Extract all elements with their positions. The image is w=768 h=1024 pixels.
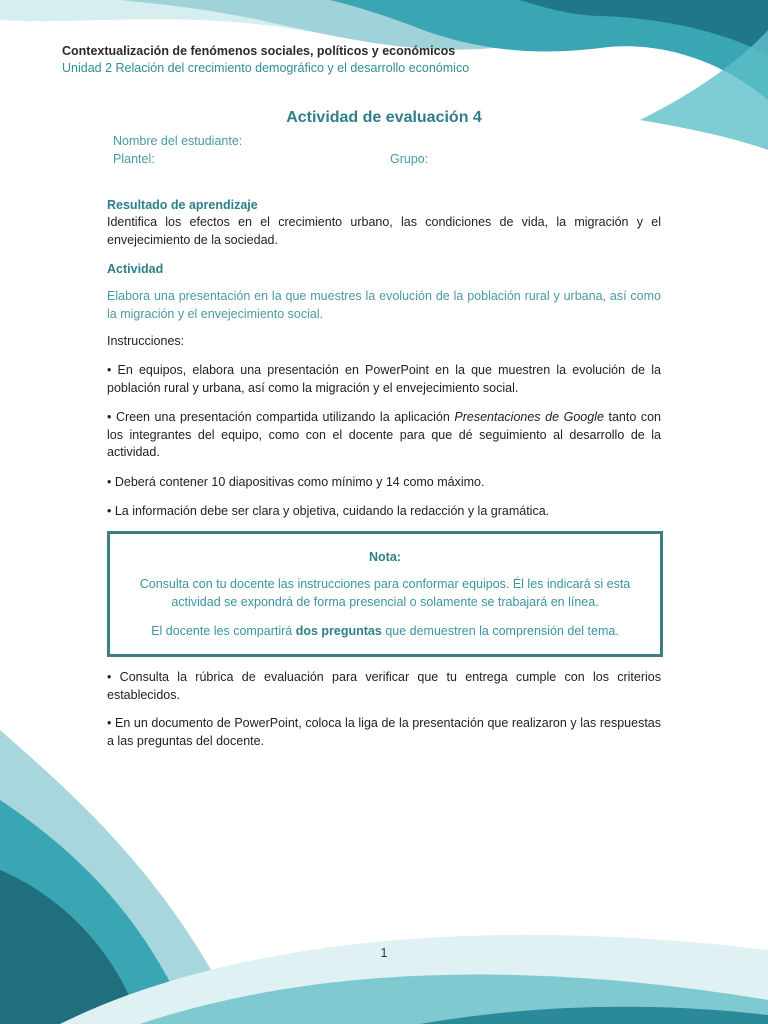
note-text: que demuestren la comprensión del tema. <box>381 624 619 638</box>
note-title: Nota: <box>369 550 401 564</box>
activity-text: Elabora una presentación en la que muestres la evolución de la población rural y urbana, así como la migración y el envejecimiento social. <box>107 289 661 321</box>
note-text: El docente les compartirá <box>151 624 296 638</box>
learning-outcome-text: Identifica los efectos en el crecimiento urbano, las condiciones de vida, la migración y el envejecimiento de la sociedad. <box>107 215 661 247</box>
app-name: Presentaciones de Google <box>454 410 604 424</box>
instruction-bullet <box>107 409 661 462</box>
course-title: Contextualización de fenómenos sociales, políticos y económicos <box>62 44 456 58</box>
bullet-text: • Creen una presentación compartida utilizando la aplicación <box>107 410 455 424</box>
note-paragraph: Consulta con tu docente las instrucciones para conformar equipos. Él les indicará si esta actividad se expondrá de forma presencial o solamente se trabajará en línea. <box>139 577 631 609</box>
instruction-bullet: • Consulta la rúbrica de evaluación para verificar que tu entrega cumple con los criterios establecidos. <box>107 670 661 702</box>
plantel-label: Plantel: <box>113 152 155 166</box>
document-title: Actividad de evaluación 4 <box>286 109 482 126</box>
page-number: 1 <box>380 946 388 960</box>
instruction-bullet: • En un documento de PowerPoint, coloca la liga de la presentación que realizaron y las respuestas a las preguntas del docente. <box>107 716 661 748</box>
note-paragraph <box>124 623 646 641</box>
student-name-label: Nombre del estudiante: <box>113 134 243 148</box>
instruction-bullet: • Deberá contener 10 diapositivas como mínimo y 14 como máximo. <box>107 475 485 489</box>
grupo-label: Grupo: <box>390 152 429 166</box>
note-emphasis: dos preguntas <box>295 624 382 638</box>
instruction-bullet: • En equipos, elabora una presentación en PowerPoint en la que muestren la evolución de la población rural y urbana, así como la migración y el envejecimiento social. <box>107 363 661 395</box>
instruction-bullet: • La información debe ser clara y objetiva, cuidando la redacción y la gramática. <box>107 504 550 518</box>
instructions-label: Instrucciones: <box>107 334 185 348</box>
unit-subtitle: Unidad 2 Relación del crecimiento demográfico y el desarrollo económico <box>62 61 470 75</box>
bullet-text: tanto con los integrantes del equipo, como con el docente para que dé seguimiento al desarrollo de la actividad. <box>107 410 662 459</box>
activity-heading: Actividad <box>107 262 164 276</box>
learning-outcome-heading: Resultado de aprendizaje <box>107 198 258 212</box>
note-box <box>107 531 663 657</box>
